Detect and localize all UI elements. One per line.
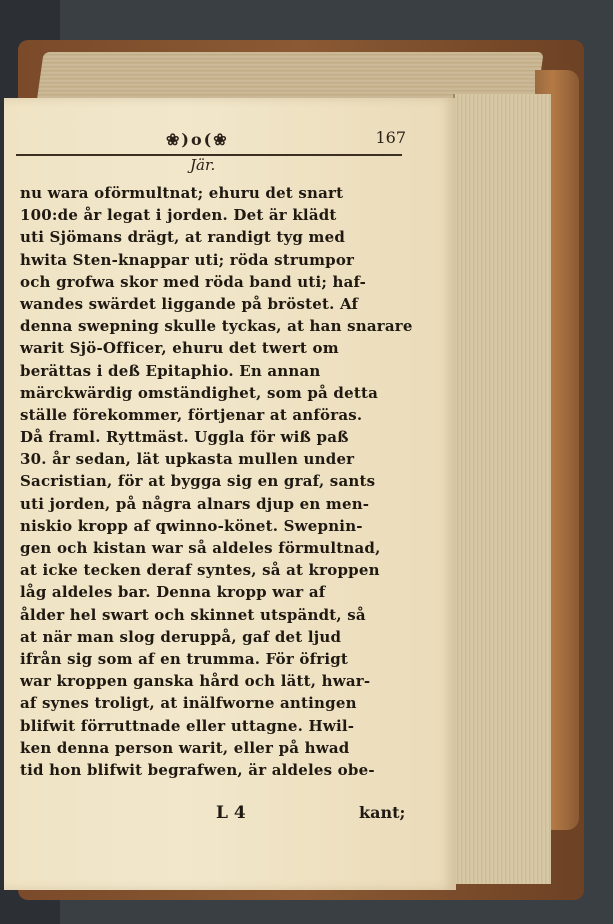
text-line: ställe förekommer, förtjenar at anföras. <box>20 405 363 424</box>
signature-mark: L 4 <box>216 803 246 823</box>
page-header <box>26 128 406 154</box>
text-line: at när man slog deruppå, gaf det ljud <box>20 627 342 646</box>
text-line: af synes troligt, at inälfworne antingen <box>20 694 357 713</box>
text-line: warit Sjö-Officer, ehuru det twert om <box>20 339 339 358</box>
text-line: wandes swärdet liggande på bröstet. Af <box>20 294 359 313</box>
text-line: ålder hel swart och skinnet utspändt, så <box>20 605 366 624</box>
text-line: 30. år sedan, lät upkasta mullen under <box>20 450 355 469</box>
text-line: denna swepning skulle tyckas, at han snarare <box>20 317 413 336</box>
text-line: Sacristian, för at bygga sig en graf, sants <box>20 472 376 491</box>
ornament-icon: ❀)o(❀ <box>166 130 229 149</box>
page-number: 167 <box>375 128 406 147</box>
text-line: hwita Sten-knappar uti; röda strumpor <box>20 250 355 269</box>
text-line: blifwit förruttnade eller uttagne. Hwil- <box>20 716 355 735</box>
text-line: nu wara oförmultnat; ehuru det snart <box>20 184 344 202</box>
text-line: låg aldeles bar. Denna kropp war af <box>20 583 326 602</box>
book-page <box>4 98 456 890</box>
text-line: ifrån sig som af en trumma. För öfrigt <box>20 649 349 668</box>
text-line: ken denna person warit, eller på hwad <box>20 738 350 757</box>
text-line: Då framl. Ryttmäst. Uggla för wiß paß <box>20 428 349 447</box>
page-block-fore-edge <box>453 94 551 884</box>
text-line: uti jorden, på några alnars djup en men- <box>20 494 370 513</box>
text-line: niskio kropp af qwinno-könet. Swepnin- <box>20 516 363 535</box>
text-line: berättas i deß Epitaphio. En annan <box>20 361 321 380</box>
running-head: Jär. <box>190 156 216 174</box>
body-text <box>20 182 420 781</box>
text-line: tid hon blifwit begrafwen, är aldeles obe- <box>20 760 375 779</box>
text-line: uti Sjömans drägt, at randigt tyg med <box>20 228 346 247</box>
text-line: och grofwa skor med röda band uti; haf- <box>20 272 367 291</box>
text-line: war kroppen ganska hård och lätt, hwar- <box>20 672 371 691</box>
catchword: kant; <box>359 803 406 822</box>
text-line: gen och kistan war så aldeles förmultnad, <box>20 539 381 557</box>
text-line: märckwärdig omständighet, som på detta <box>20 383 379 402</box>
text-line: 100:de år legat i jorden. Det är klädt <box>20 206 337 225</box>
text-line: at icke tecken deraf syntes, så at kroppen <box>20 561 380 580</box>
